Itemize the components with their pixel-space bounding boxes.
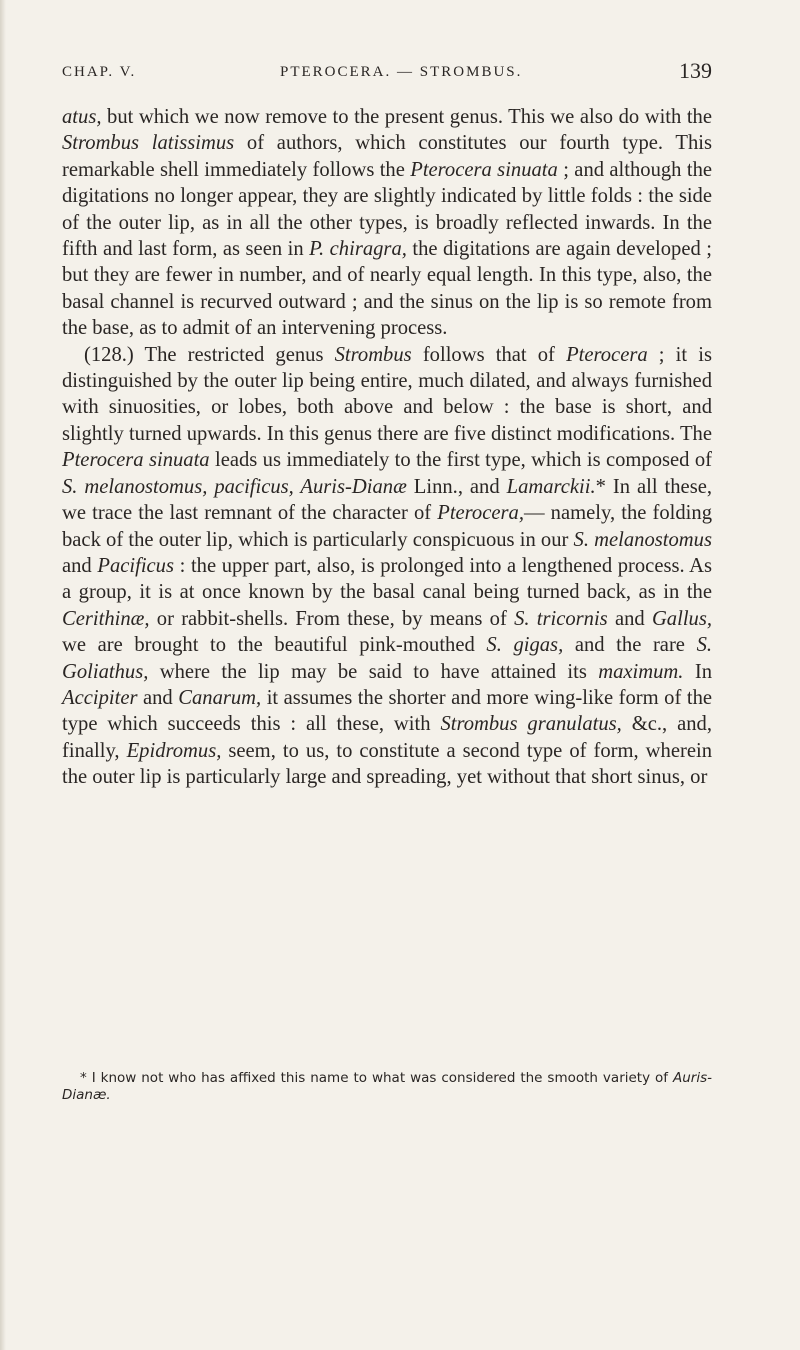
text-run: but which we now remove to the present genus. This we also do with the (101, 106, 712, 128)
page-edge (0, 0, 6, 1350)
text-run: and (137, 686, 179, 709)
italic-term: maximum. (598, 660, 684, 683)
text-run: we are brought to the beautiful pink-mouthed (62, 634, 487, 657)
italic-term: Strombus latissimus (62, 132, 235, 155)
running-title: PTEROCERA. — STROMBUS. (280, 64, 523, 80)
text-run: and the rare (563, 634, 697, 657)
italic-term: Lamarckii. (506, 475, 596, 498)
text-run: it assumes the shorter and more wing-like form of the type which succeeds this : all these, with (62, 686, 713, 736)
text-run: or rabbit-shells. From these, by means of (149, 607, 515, 630)
footnote-text (62, 1070, 712, 1104)
italic-term: Pterocera (566, 343, 648, 366)
text-run: where the lip may be said to have attained its (148, 660, 599, 683)
italic-term: Cerithinæ, (62, 607, 150, 630)
italic-term: Pterocera, (437, 502, 524, 525)
italic-term: Strombus (334, 343, 412, 366)
text-run: ; it is distinguished by the outer lip being entire, much dilated, and always furnished with sinuosities, or lobes, both above and below : the base is short, and slightly turned upwards. In this genus there are five distinct modifications. The (62, 343, 712, 445)
italic-term: P. chiragra, (309, 238, 407, 261)
text-run: : the upper part, also, is prolonged into a lengthened process. As a group, it is at once known by the basal canal being turned back, as in the (62, 554, 712, 604)
italic-term: S. gigas, (486, 634, 564, 657)
text-run: and (607, 607, 652, 630)
text-run: leads us immediately to the first type, which is composed of (209, 449, 713, 472)
italic-term: S. tricornis (514, 607, 608, 630)
text-run: &c., and, finally, (62, 713, 712, 762)
paragraph-continued (62, 104, 712, 342)
text-run: * I know not who has affixed this name to what was considered the smooth variety of (80, 1070, 673, 1086)
chapter-label: CHAP. V. (62, 64, 137, 80)
italic-term: S. melanostomus, pacificus, Auris-Dianæ (62, 475, 407, 498)
text-run: Linn., and (406, 475, 507, 498)
text-run: and (62, 554, 98, 577)
text-run: (128.) The restricted genus (84, 343, 335, 366)
italic-term: Auris-Dianæ. (62, 1070, 712, 1103)
text-run: ; and although the digitations no longer appear, they are slightly indicated by little folds : the side of the outer lip, as in all the other types, is broadly reflected inwards. In the fifth and last form, as seen in (62, 158, 713, 261)
footnote (62, 1070, 712, 1104)
paragraph-128 (62, 342, 712, 791)
text-run: of authors, which constitutes our fourth type. This remarkable shell immediately follows the (62, 132, 713, 181)
italic-term: Epidromus, (126, 739, 222, 762)
running-head (62, 58, 712, 88)
italic-term: Gallus, (651, 607, 713, 630)
text-run: follows that of (411, 343, 567, 366)
italic-term: S. Goliathus, (62, 634, 713, 683)
text-run: seem, to us, to constitute a second type of form, wherein the outer lip is particularly large and spreading, yet without that short sinus, or (62, 739, 713, 789)
italic-term: Canarum, (178, 686, 262, 709)
page-number: 139 (679, 58, 712, 83)
body-text (62, 104, 712, 791)
text-run: In (683, 660, 712, 683)
italic-term: Pterocera sinuata (62, 449, 210, 472)
italic-term: Strombus granulatus, (440, 713, 622, 736)
italic-term: atus, (62, 106, 102, 128)
text-run: the digitations are again developed ; but they are fewer in number, and of nearly equal length. In this type, also, the basal channel is recurved outward ; and the sinus on the lip is so remote from the base, as to admit of an intervening process. (62, 238, 712, 340)
italic-term: Pterocera sinuata (410, 158, 558, 181)
italic-term: Pacificus (97, 554, 174, 577)
italic-term: S. melanostomus (573, 528, 712, 551)
text-run: — namely, the folding back of the outer lip, which is particularly conspicuous in our (62, 502, 712, 551)
text-run: * In all these, we trace the last remnant of the character of (62, 475, 713, 525)
italic-term: Accipiter (62, 686, 138, 709)
